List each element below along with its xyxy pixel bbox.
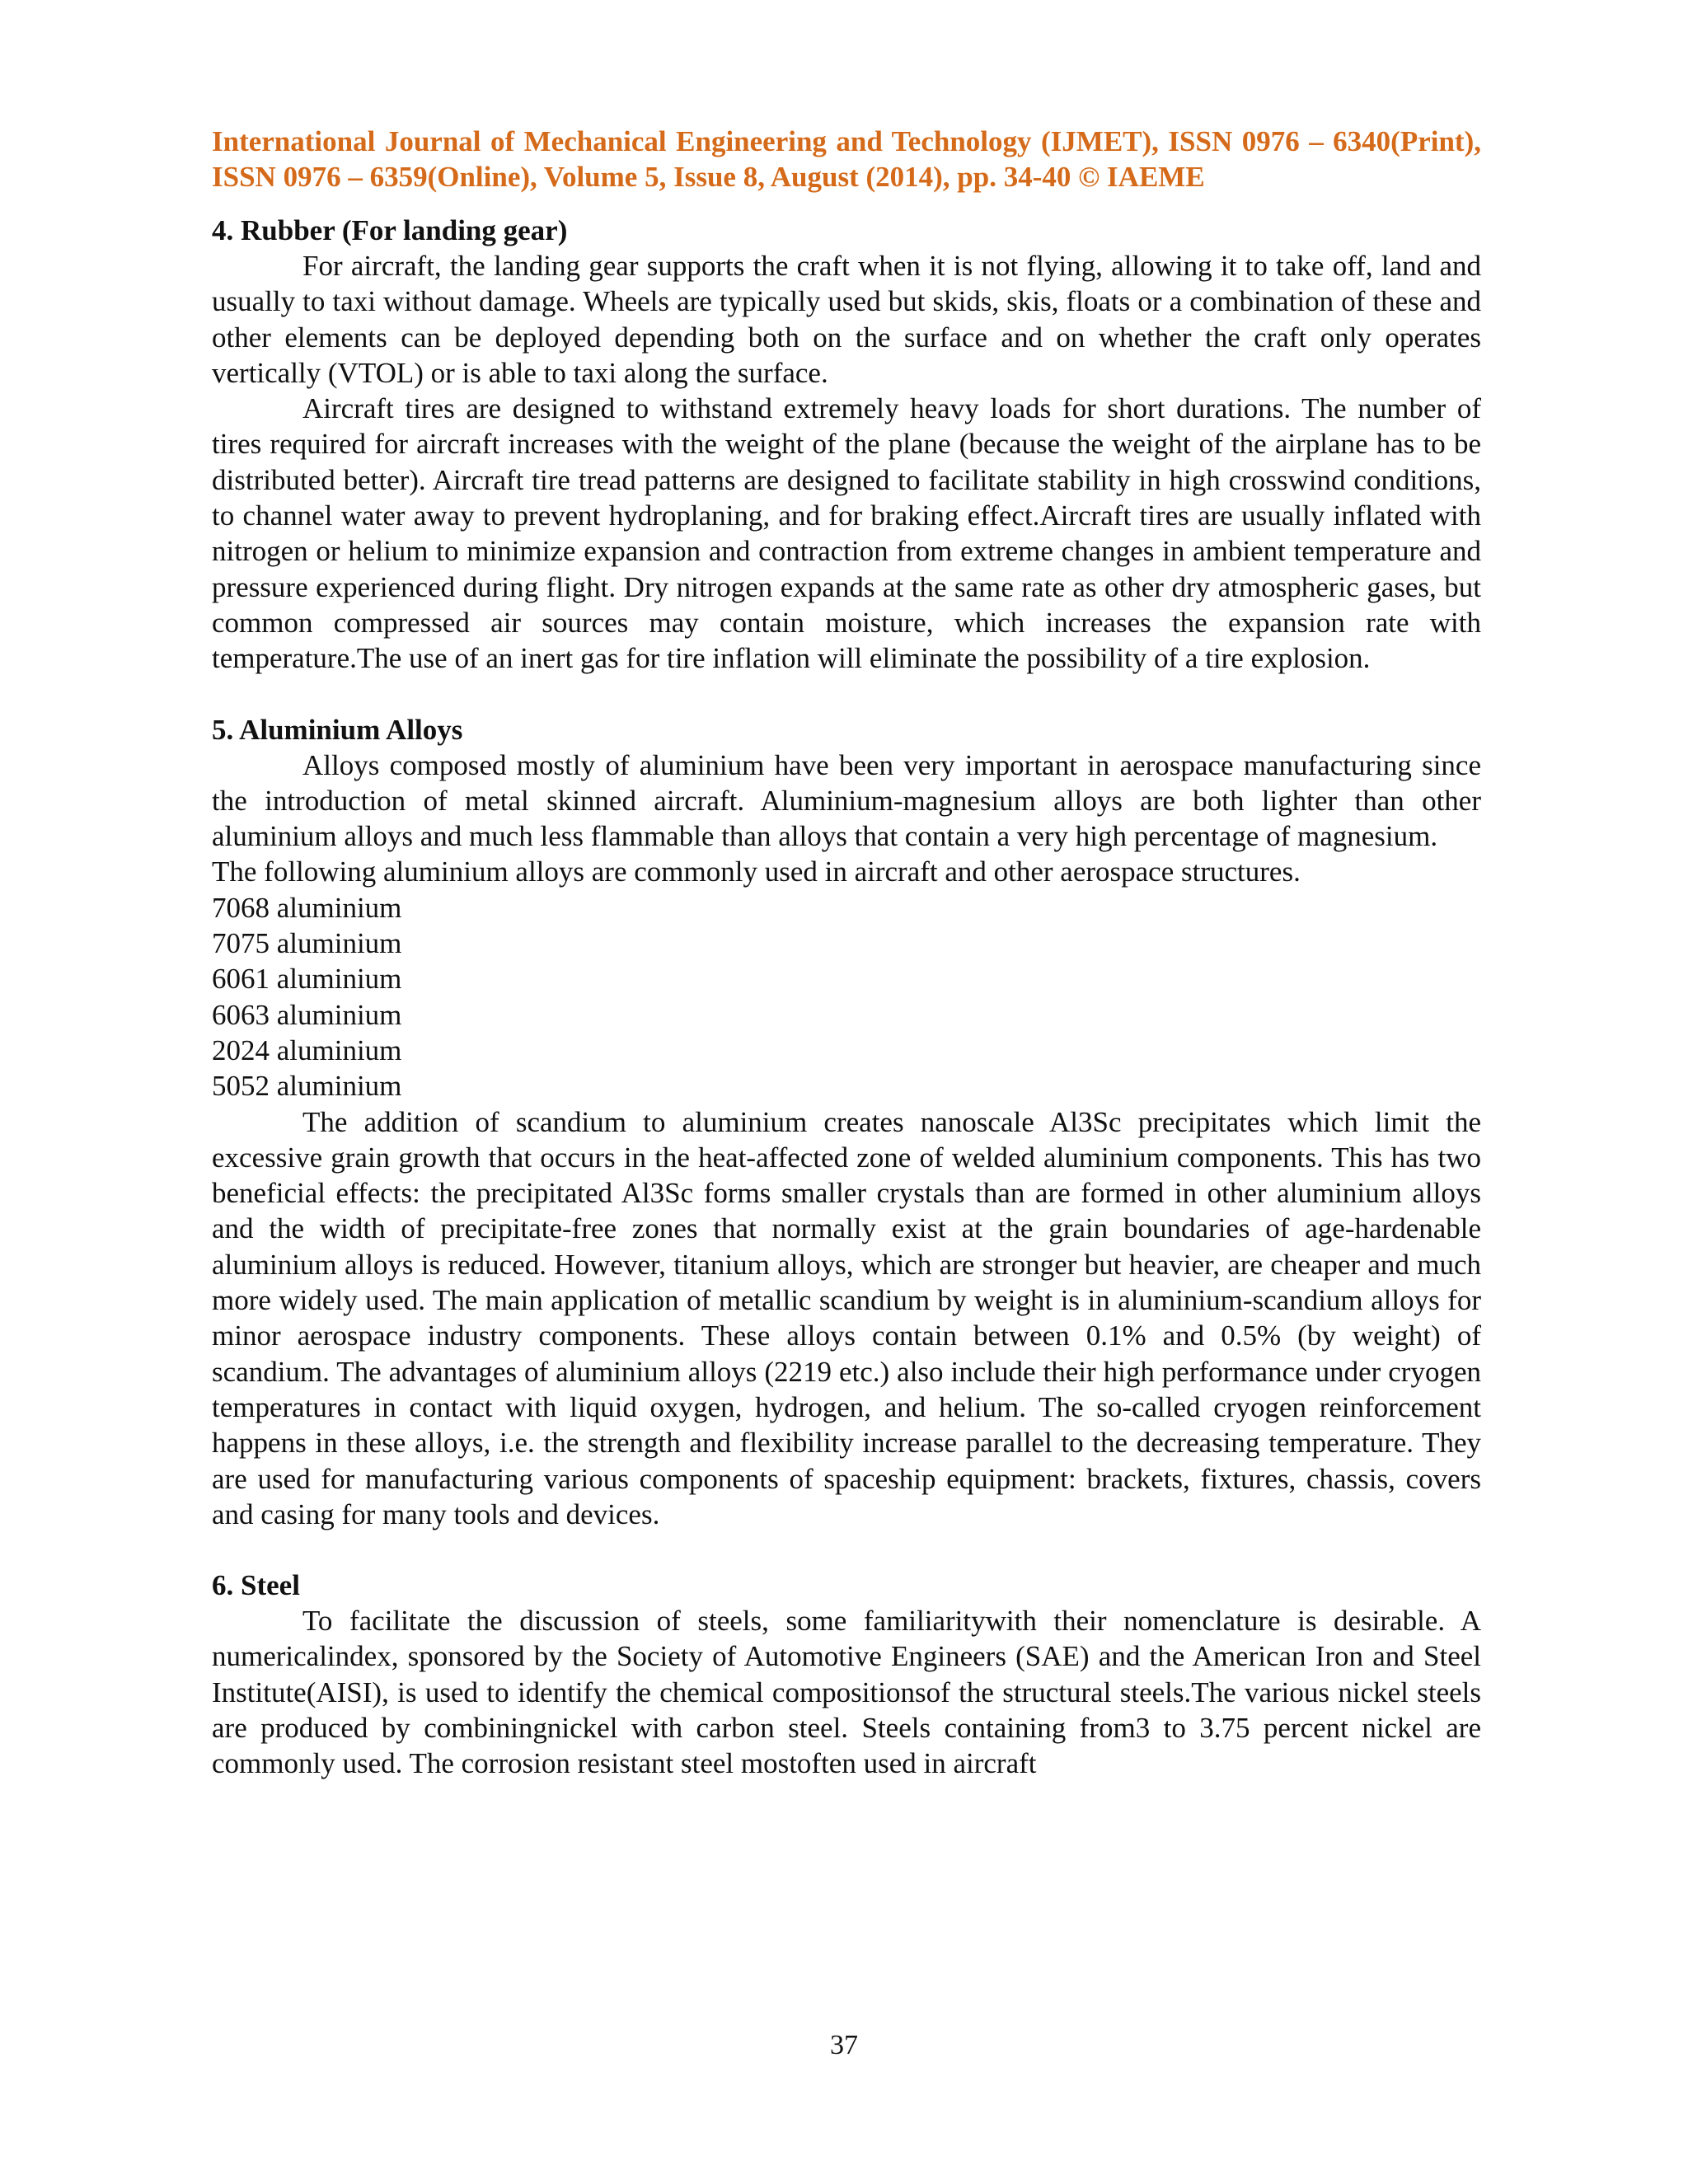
- journal-header-line-1: International Journal of Mechanical Engineering and Technology (IJMET), ISSN 0976 – 6340(Print),: [212, 125, 1481, 157]
- rubber-paragraph-1: For aircraft, the landing gear supports the craft when it is not flying, allowing it to take off, land and usually to taxi without damage. Wheels are typically used but skids, skis, floats or a combination of these and other elements can be deployed depending both on the surface and on whether the craft only operates vertically (VTOL) or is able to taxi along the surface.: [212, 250, 1481, 389]
- page-number: 37: [830, 2030, 858, 2060]
- list-item: 6063 aluminium: [212, 998, 402, 1031]
- list-item: 6061 aluminium: [212, 963, 402, 996]
- journal-header: [212, 124, 1481, 194]
- list-item: 7075 aluminium: [212, 927, 402, 960]
- list-item: 7068 aluminium: [212, 891, 402, 924]
- section-title-steel: 6. Steel: [212, 1569, 300, 1602]
- steel-paragraph-1: To facilitate the discussion of steels, some familiaritywith their nomenclature is desirable. A numericalindex, sponsored by the Society of Automotive Engineers (SAE) and the American Iron and Steel Institute(AISI), is used to identify the chemical compositionsof the structural steels.The various nickel steels are produced by combiningnickel with carbon steel. Steels containing from3 to 3.75 percent nickel are commonly used. The corrosion resistant steel mostoften used in aircraft: [212, 1605, 1481, 1780]
- alloy-list: [212, 890, 1481, 1104]
- section-title-rubber: 4. Rubber (For landing gear): [212, 214, 568, 246]
- rubber-paragraph-2: Aircraft tires are designed to withstand extremely heavy loads for short durations. The number of tires required for aircraft increases with the weight of the plane (because the weight of the airplane has to be distributed better). Aircraft tire tread patterns are designed to facilitate stability in high crosswind conditions, to channel water away to prevent hydroplaning, and for braking effect.Aircraft tires are usually inflated with nitrogen or helium to minimize expansion and contraction from extreme changes in ambient temperature and pressure experienced during flight. Dry nitrogen expands at the same rate as other dry atmospheric gases, but common compressed air sources may contain moisture, which increases the expansion rate with temperature.The use of an inert gas for tire inflation will eliminate the possibility of a tire explosion.: [212, 392, 1481, 675]
- journal-header-line-2: ISSN 0976 – 6359(Online), Volume 5, Issue 8, August (2014), pp. 34-40 © IAEME: [212, 161, 1205, 193]
- list-item: 5052 aluminium: [212, 1070, 402, 1103]
- section-title-aluminium: 5. Aluminium Alloys: [212, 713, 463, 746]
- aluminium-paragraph-1: Alloys composed mostly of aluminium have been very important in aerospace manufacturing since the introduction of metal skinned aircraft. Aluminium-magnesium alloys are both lighter than other aluminium alloys and much less flammable than alloys that contain a very high percentage of magnesium.: [212, 748, 1481, 853]
- page-content: [212, 124, 1481, 1782]
- list-item: 2024 aluminium: [212, 1033, 402, 1066]
- aluminium-paragraph-2: The following aluminium alloys are commonly used in aircraft and other aerospace structures.: [212, 855, 1301, 888]
- aluminium-paragraph-3: The addition of scandium to aluminium creates nanoscale Al3Sc precipitates which limit the excessive grain growth that occurs in the heat-affected zone of welded aluminium components. This has two beneficial effects: the precipitated Al3Sc forms smaller crystals than are formed in other aluminium alloys and the width of precipitate-free zones that normally exist at the grain boundaries of age-hardenable aluminium alloys is reduced. However, titanium alloys, which are stronger but heavier, are cheaper and much more widely used. The main application of metallic scandium by weight is in aluminium-scandium alloys for minor aerospace industry components. These alloys contain between 0.1% and 0.5% (by weight) of scandium. The advantages of aluminium alloys (2219 etc.) also include their high performance under cryogen temperatures in contact with liquid oxygen, hydrogen, and helium. The so-called cryogen reinforcement happens in these alloys, i.e. the strength and flexibility increase parallel to the decreasing temperature. They are used for manufacturing various components of spaceship equipment: brackets, fixtures, chassis, covers and casing for many tools and devices.: [212, 1105, 1481, 1530]
